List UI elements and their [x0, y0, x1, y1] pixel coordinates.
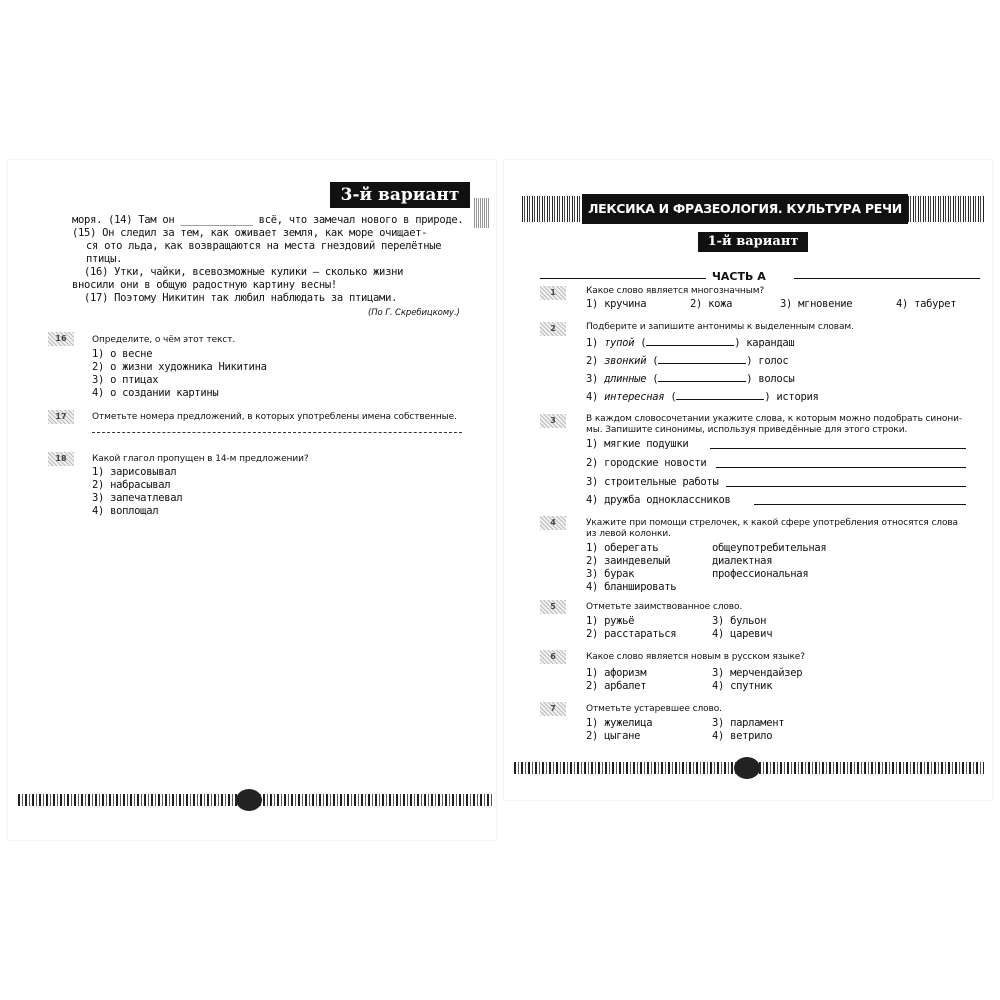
left-page [8, 160, 496, 840]
q4-left-column [586, 542, 676, 594]
variant-header-right [698, 232, 808, 252]
sphere-option[interactable]: диалектная [712, 555, 773, 567]
option-4[interactable]: 4) воплощал [92, 505, 159, 517]
answer-line[interactable] [92, 432, 462, 433]
synonym-answer-line[interactable] [710, 448, 966, 449]
row-suffix: история [776, 391, 819, 403]
row-prefix: 1) [586, 337, 605, 349]
question-number-badge: 3 [540, 414, 566, 428]
left-word[interactable]: 3) бурак [586, 568, 635, 580]
synonym-row-label: 4) дружба одноклассников [586, 494, 731, 506]
q1-option[interactable]: 1) кручина [586, 298, 647, 310]
text-line: моря. (14) Там он ____________ всё, что замечал нового в природе. [72, 214, 464, 226]
synonym-answer-line[interactable] [726, 486, 966, 487]
synonym-answer-line[interactable] [716, 467, 966, 468]
question-number-badge: 17 [48, 410, 74, 424]
q4-right-column [712, 542, 826, 581]
q1-option[interactable]: 3) мгновение [780, 298, 853, 310]
question-6-text: Какое слово является новым в русском языке? [586, 652, 805, 662]
q7-option[interactable]: 4) ветрило [712, 730, 773, 742]
question-line: мы. Запишите синонимы, используя приведённые для этого строки. [586, 425, 908, 435]
q7-option[interactable]: 2) цыгане [586, 730, 641, 742]
text-line: вносили они в общую радостную картину весны! [72, 279, 337, 291]
question-line: В каждом словосочетании укажите слова, к которым можно подобрать синони- [586, 414, 963, 424]
antonym-row: 1) тупой ( ) карандаш [586, 337, 795, 349]
page-number-badge [734, 757, 760, 779]
highlighted-word: тупой [604, 337, 635, 349]
antonym-input[interactable] [676, 390, 764, 400]
text-line: птицы. [86, 253, 123, 265]
text-line: (15) Он следил за тем, как оживает земля, как море очищает- [72, 227, 428, 239]
question-17-text: Отметьте номера предложений, в которых употреблены имена собственные. [92, 412, 457, 422]
synonym-row-label: 1) мягкие подушки [586, 438, 689, 450]
question-number-badge: 2 [540, 322, 566, 336]
text-line: (17) Поэтому Никитин так любил наблюдать за птицами. [84, 292, 398, 304]
option-1[interactable]: 1) зарисовывал [92, 466, 177, 478]
banner-decor-left [522, 196, 582, 222]
question-1-text: Какое слово является многозначным? [586, 286, 765, 296]
right-page [504, 160, 992, 800]
synonym-answer-line[interactable] [754, 504, 966, 505]
antonym-input[interactable] [646, 336, 734, 346]
text-line: ся ото льда, как возвращаются на места гнездовий перелётные [86, 240, 442, 252]
divider [794, 278, 980, 279]
option-2[interactable]: 2) набрасывал [92, 479, 171, 491]
q5-option[interactable]: 4) царевич [712, 628, 773, 640]
variant-title: 3-й вариант [340, 185, 460, 205]
antonym-row: 4) интересная ( ) история [586, 391, 819, 403]
option-4[interactable]: 4) о создании картины [92, 387, 219, 399]
q6-option[interactable]: 4) спутник [712, 680, 773, 692]
header-decor [474, 198, 490, 228]
row-suffix: карандаш [746, 337, 795, 349]
row-prefix: 3) [586, 373, 605, 385]
antonym-row: 3) длинные ( ) волосы [586, 373, 795, 385]
left-word[interactable]: 2) заиндевелый [586, 555, 671, 567]
question-line: из левой колонки. [586, 529, 671, 539]
divider [540, 278, 706, 279]
highlighted-word: звонкий [604, 355, 647, 367]
q1-option[interactable]: 4) табурет [896, 298, 957, 310]
q1-option[interactable]: 2) кожа [690, 298, 733, 310]
variant-title: 1-й вариант [707, 234, 799, 249]
question-7-text: Отметьте устаревшее слово. [586, 704, 722, 714]
question-number-badge: 6 [540, 650, 566, 664]
q5-option[interactable]: 2) расстараться [586, 628, 677, 640]
section-title: ЛЕКСИКА И ФРАЗЕОЛОГИЯ. КУЛЬТУРА РЕЧИ [588, 201, 902, 216]
sphere-option[interactable]: общеупотребительная [712, 542, 827, 554]
question-2-text: Подберите и запишите антонимы к выделенным словам. [586, 322, 854, 332]
left-word[interactable]: 4) бланшировать [586, 581, 677, 593]
question-number-badge: 18 [48, 452, 74, 466]
q6-option[interactable]: 1) афоризм [586, 667, 647, 679]
question-line: Укажите при помощи стрелочек, к какой сфере употребления относятся слова [586, 518, 958, 528]
question-4-text [586, 518, 958, 540]
question-18-text: Какой глагол пропущен в 14-м предложении? [92, 454, 309, 464]
highlighted-word: длинные [604, 373, 647, 385]
row-suffix: волосы [758, 373, 795, 385]
option-2[interactable]: 2) о жизни художника Никитина [92, 361, 267, 373]
question-number-badge: 4 [540, 516, 566, 530]
antonym-input[interactable] [658, 372, 746, 382]
q7-option[interactable]: 3) парламент [712, 717, 785, 729]
question-16-text: Определите, о чём этот текст. [92, 335, 236, 345]
source-citation: (По Г. Скребицкому.) [368, 308, 460, 318]
q5-option[interactable]: 1) ружьё [586, 615, 635, 627]
synonym-row-label: 2) городские новости [586, 457, 707, 469]
left-word[interactable]: 1) оберегать [586, 542, 659, 554]
banner-decor-right [908, 196, 984, 222]
option-1[interactable]: 1) о весне [92, 348, 153, 360]
question-number-badge: 1 [540, 286, 566, 300]
question-number-badge: 16 [48, 332, 74, 346]
option-3[interactable]: 3) о птицах [92, 374, 159, 386]
question-16-options [92, 348, 267, 400]
question-18-options [92, 466, 182, 518]
q6-option[interactable]: 3) мерчендайзер [712, 667, 803, 679]
antonym-row: 2) звонкий ( ) голос [586, 355, 789, 367]
sphere-option[interactable]: профессиональная [712, 568, 809, 580]
question-number-badge: 7 [540, 702, 566, 716]
variant-header-left [330, 182, 470, 208]
row-prefix: 4) [586, 391, 605, 403]
question-number-badge: 5 [540, 600, 566, 614]
q6-option[interactable]: 2) арбалет [586, 680, 647, 692]
question-5-text: Отметьте заимствованное слово. [586, 602, 743, 612]
text-line: (16) Утки, чайки, всевозможные кулики — сколько жизни [84, 266, 404, 278]
antonym-input[interactable] [658, 354, 746, 364]
part-title: ЧАСТЬ А [712, 270, 766, 283]
page-number-badge [236, 789, 262, 811]
highlighted-word: интересная [604, 391, 665, 403]
synonym-row-label: 3) строительные работы [586, 476, 719, 488]
q5-option[interactable]: 3) бульон [712, 615, 767, 627]
passage-text [72, 214, 472, 305]
q7-option[interactable]: 1) жужелица [586, 717, 653, 729]
section-banner [582, 194, 908, 224]
option-3[interactable]: 3) запечатлевал [92, 492, 183, 504]
row-suffix: голос [758, 355, 789, 367]
row-prefix: 2) [586, 355, 605, 367]
question-3-text [586, 414, 962, 436]
